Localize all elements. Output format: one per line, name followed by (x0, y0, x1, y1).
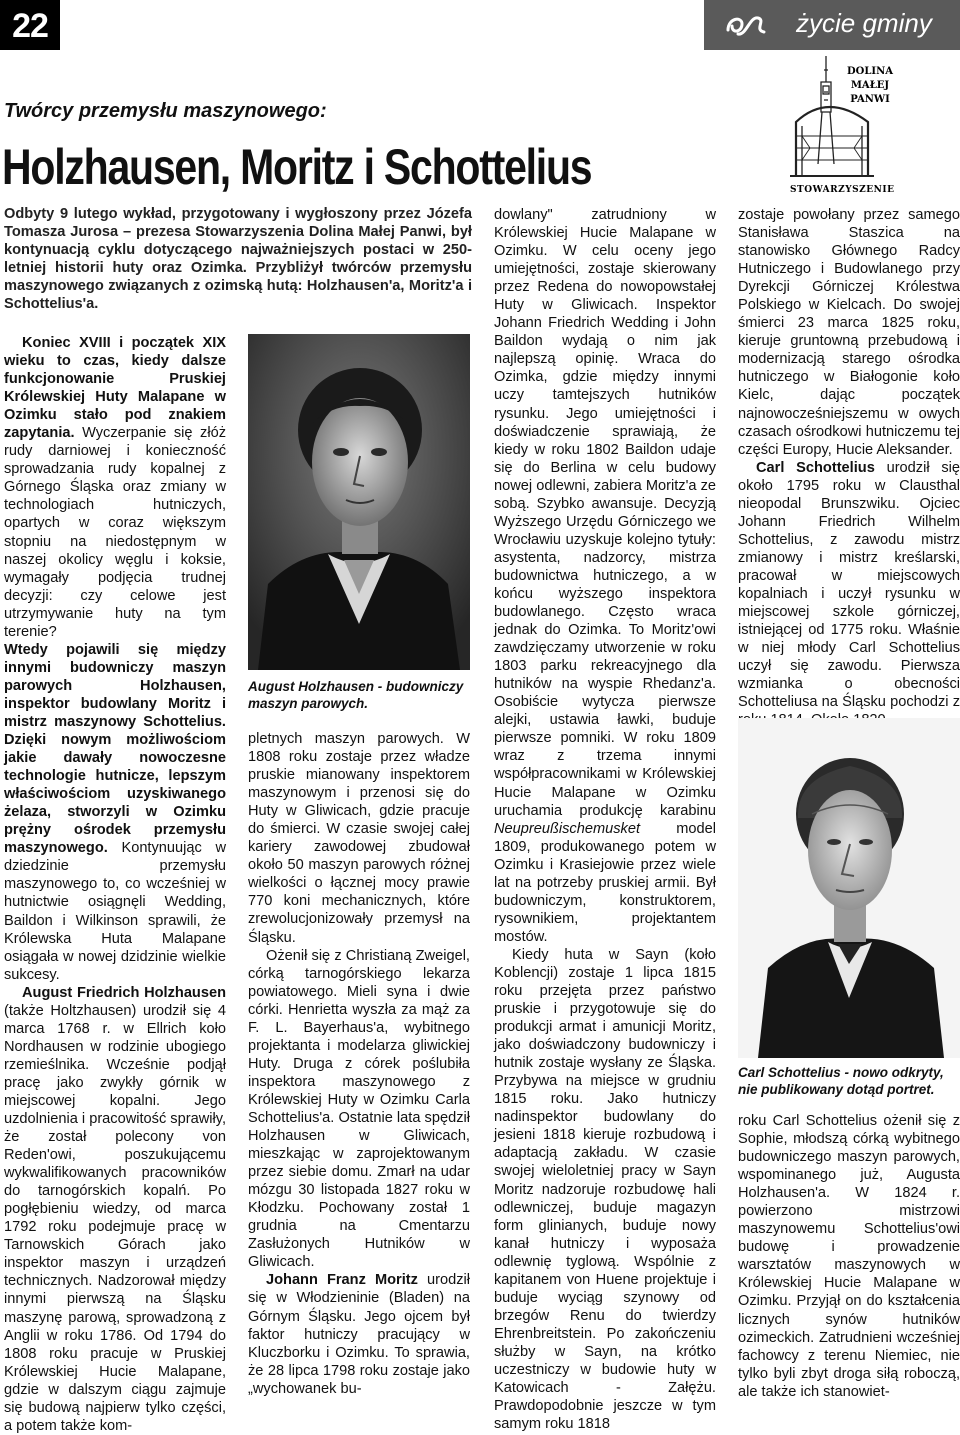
article-column-4-continued (738, 1112, 960, 1401)
paragraph: Kiedy huta w Sayn (koło Koblencji) zostaje 1 lipca 1815 roku przejęta przez państwo pruskie i przygotowuje się do produkcji armat i amunicji Moritz, jako doświadczony budowniczy i hutnik zostaje wysłany ze Śląska. Przybywa na miejsce w grudniu 1815 roku. Jako hutniczy nadinspektor budowlany do jesieni 1818 kieruje rozbudową i adaptacją zakładu. W czasie swojej wieloletniej pracy w Sayn Moritz nadzoruje rozbudowę hali odlewniczej, buduje magazyn form glinianych, buduje nowy kanał hutniczy i wyposaża odlewnię tyglową. Wspólnie z kapitanem von Huene projektuje i buduje wyciąg szynowy od brzegów Renu do twierdzy Ehrenbreitstein. Po zakończeniu służby w Sayn, na krótko uczestniczy w budowie huty w Katowicach - Załężu. Prawdopodobnie jeszcze w tym samym roku 1818 (494, 946, 716, 1433)
paragraph: roku Carl Schottelius ożenił się z Sophie, młodszą córką wybitnego budowniczego maszyn parowych, wspominanego już, Augusta Holzhausen'a. W 1824 r. powierzono mistrzowi maszynowemu Schottelius'owi budowę i prowadzenie warsztatów maszynowych w Królewskiej Hucie Malapane w Ozimku. Przyjął on do kształcenia licznych synów hutników ozimeckich. Zatrudnieni wcześniej fachowcy z terenu Niemiec, nie tylko byli zbyt droga siłą roboczą, ale także ich stanowiet- (738, 1113, 960, 1400)
paragraph: August Friedrich Holzhausen (także Holtzhausen) urodził się 4 marca 1768 r. w Ellrich koło Nordhausen w rodzinie ubogiego rzemieślnika. Wcześnie podjął pracę jako zwykły górnik w miejscowej kopalni. Jego uzdolnienia i pracowitość sprawiły, że został polecony von Reden'owi, poszukującemu wykwalifikowanych pracowników do tarnogórskich kopalń. Po pogłębieniu wiedzy, od marca 1792 roku podejmuje pracę w Tarnowskich Górach jako inspektor maszyn i urządzeń technicznych. Nadzorował między innymi pierwszą na Śląsku maszynę parową, sprowadzoną z Anglii w roku 1786. Od 1794 do 1808 roku pracuje w Pruskiej Królewskiej Hucie Malapane, gdzie w dalszym ciągu zajmuje się budową najpierw tylko części, a potem także kom- (4, 984, 226, 1434)
schottelius-portrait-caption: Carl Schottelius - nowo odkryty, nie publikowany dotąd portret. (738, 1065, 944, 1097)
article-column-2 (248, 730, 470, 1398)
holzhausen-portrait-caption: August Holzhausen - budowniczy maszyn parowych. (248, 679, 464, 711)
association-logo-line3: PANWI (850, 94, 890, 105)
section-header-bar (704, 0, 960, 50)
article-column-3 (494, 206, 716, 1433)
association-logo-line4: STOWARZYSZENIE (790, 185, 894, 195)
article-lead: Odbyty 9 lutego wykład, przygotowany i wygłoszony przez Józefa Tomasza Jurosa – prezesa Stowarzyszenia Dolina Małej Panwi, był kontynuacją cyklu dotyczącego najważniejszych postaci w 250-letniej historii huty oraz Ozimka. Przybliżył twórców przemysłu maszynowego związanych z ozimską hutą: Holzhausen'a, Moritz'a i Schottelius'a. (4, 206, 472, 312)
paragraph: Koniec XVIII i początek XIX wieku to czas, kiedy dalsze funkcjonowanie Pruskiej Królewskiej Huty Malapane w Ozimku stało pod znakiem zapytania. Wyczerpanie się złóż rudy darniowej i konieczność sprowadzania rudy kopalnej z Górnego Śląska oraz zmiany w technologiach hutniczych, opartych w coraz większym stopniu na niedostępnym w naszej okolicy węglu i koksie, wymagały podjęcia trudnej decyzji: czy celowe jest utrzymywanie huty na tym terenie? (4, 335, 226, 640)
paragraph: Wtedy pojawili się między innymi budowniczy maszyn parowych Holzhausen, inspektor budowlany Moritz i mistrz maszynowy Schottelius. Dzięki nowym możliwościom jakie dawały nowoczesne technologie hutnicze, lepszym właściwościom uzyskiwanego żelaza, stworzyli w Ozimku prężny ośrodek przemysłu maszynowego. Kontynuując w dziedzinie przemysłu maszynowego to, co wcześniej w hutnictwie osiągnęli Wedding, Baildon i Wilkinson sprawili, że Królewska Huta Malapane osiągała w nowej dzidzinie wielkie sukcesy. (4, 641, 226, 983)
article-kicker: Twórcy przemysłu maszynowego: (4, 100, 327, 122)
paragraph: Johann Franz Moritz urodził się w Włodzieninie (Bladen) na Górnym Śląsku. Jego ojcem był faktor hutniczy pracujący w Kluczborku i Ozimku. To sprawia, że 28 lipca 1798 roku zostaje jako „wychowanek bu- (248, 1272, 471, 1397)
gs-monogram-icon (724, 10, 768, 40)
paragraph: Ożenił się z Christianą Zweigel, córką tarnogórskiego lekarza powiatowego. Mieli syna i dwie córki. Henrietta wyszła za mąż za F. L. Bayerhaus'a, wybitnego projektanta i modelarza gliwickiej Huty. Druga z córek poślubiła inspektora maszynowego z Królewskiej Huty w Ozimku Carla Schottelius'a. Ostatnie lata spędził Holzhausen w Gliwicach, mieszkając w zaprojektowanym przez siebie domu. Zmarł na udar mózgu 30 listopada 1827 roku w Kłodzku. Pochowany został 1 grudnia na Cmentarzu Zasłużonych Hutników w Gliwicach. (248, 947, 470, 1271)
schottelius-portrait (738, 718, 960, 1058)
association-logo-line2: MAŁEJ (850, 80, 890, 91)
article-title: Holzhausen, Moritz i Schottelius (2, 139, 592, 195)
paragraph: dowlany" zatrudniony w Królewskiej Hucie Malapane w Ozimku. W celu oceny jego umiejętności, zostaje skierowany przez Redena do nowopowstałej Huty w Gliwicach. Inspektor Johann Friedrich Wedding i John Baildon wydają o nim jak najlepszą opinię. Wraca do Ozimka, gdzie między innymi uczy tamtejszych hutników rysunku. Jego umiejętności i doświadczenie sprawiają, że kiedy w roku 1802 Baildon udaje się do Berlina w celu budowy nowej odlewni, zabiera Moritz'a ze sobą. Szybko awansuje. Decyzją Wyższego Urzędu Górniczego we Wrocławiu uzyskuje kolejno tytuły: asystenta, nadzorcy, mistrza budownictwa hutniczego, a w końcu wyższego inspektora budowlanego. Często wraca jednak do Ozimka. To Moritz'owi zawdzięczamy utworzenie w roku 1803 parku rekreacyjnego dla hutników na wyspie Rhedanz'a. Osobiście wytycza pierwsze alejki, ustawia ławki, buduje pierwsze pomniki. W roku 1809 wraz z trzema innymi współpracownikami w Królewskiej Hucie Malapane w Ozimku uruchamia produkcję karabinu Neupreußischemusket model 1809, produkowanego potem w Ozimku i Krasiejowie przez wiele lat na potrzeby pruskiej armii. Był budowniczym, konstruktorem, rysownikiem, projektantem mostów. (494, 207, 716, 945)
association-logo (788, 52, 896, 196)
paragraph: pletnych maszyn parowych. W 1808 roku zostaje przez władze pruskie mianowany inspektorem maszynowym i przenosi się do Huty w Gliwicach, gdzie pracuje do śmierci. W czasie swojej całej kariery zawodowej zbudował około 50 maszyn parowych różnej wielkości o łącznej mocy prawie 770 koni mechanicznych, które zrewolucjonizowały przemysł na Śląsku. (248, 731, 470, 946)
section-title: życie gminy (796, 8, 932, 38)
association-logo-line1: DOLINA (847, 66, 893, 77)
paragraph: Carl Schottelius urodził się około 1795 roku w Clausthal nieopodal Brunszwiku. Ojciec Johann Friedrich Wilhelm Schottelius, z zawodu mistrz zmianowy i mistrz kreślarski, pracował w miejscowych kopalniach i uczył rysunku w miejscowej szkole górniczej, istniejącej od 1775 roku. Właśnie w niej młody Carl Schottelius uczył się zawodu. Pierwsza wzmianka o obecności Schotteliusa na Śląsku pochodzi z (738, 459, 960, 711)
article-column-4 (738, 206, 960, 729)
page-number: 22 (0, 0, 60, 50)
holzhausen-portrait (248, 334, 470, 670)
paragraph: zostaje powołany przez samego Stanisława Staszica na stanowisko Głównego Radcy Hutniczego i Budowlanego przy Dyrekcji Górniczej Królestwa Polskiego w Kielcach. Do swojej śmierci 23 marca 1825 roku, kieruje gruntowną przebudową i modernizacją starego ośrodka hutniczego w Białogonie koło Kielc, dając początek najnowocześniejszemu w owych czasach ośrodkowi hutniczemu tej części Europy, Hucie Aleksander. (738, 207, 960, 458)
article-column-1 (4, 334, 226, 1435)
